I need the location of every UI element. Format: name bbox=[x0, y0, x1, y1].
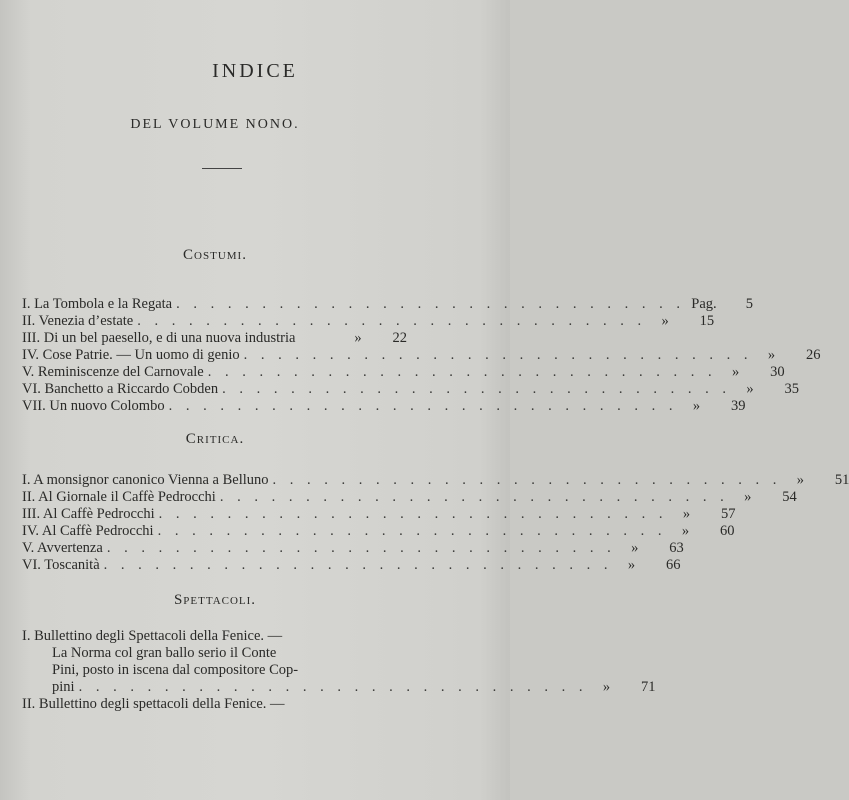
toc-section-spettacoli bbox=[22, 628, 656, 713]
entry-label: III. Di un bel paesello, e di una nuova industria bbox=[22, 330, 296, 346]
entry-label-line: I. Bullettino degli Spettacoli della Fenice. — bbox=[22, 628, 283, 644]
toc-entry bbox=[22, 347, 821, 364]
toc-entry bbox=[22, 557, 681, 574]
toc-section-critica bbox=[22, 472, 849, 574]
entry-ref: » bbox=[746, 381, 754, 397]
toc-entry bbox=[22, 506, 736, 523]
entry-label: VI. Toscanità bbox=[22, 557, 100, 573]
toc-entry bbox=[22, 489, 797, 506]
entry-page: 39 bbox=[730, 398, 746, 414]
entry-page: 63 bbox=[669, 540, 684, 556]
entry-page: 51 bbox=[834, 472, 849, 488]
toc-entry bbox=[22, 398, 746, 415]
toc-entry bbox=[22, 628, 656, 696]
entry-label: I. A monsignor canonico Vienna a Belluno bbox=[22, 472, 269, 488]
toc-entry bbox=[22, 330, 407, 347]
entry-ref: Pag. bbox=[691, 296, 717, 312]
entry-ref: » bbox=[681, 523, 690, 539]
section-title-spettacoli: Spettacoli. bbox=[173, 592, 257, 608]
toc-entry bbox=[22, 540, 684, 557]
dot-leader: . . . . . . . . . . . . . . . . . . . . . . . . . . . . . . bbox=[219, 489, 729, 505]
entry-page: 60 bbox=[719, 523, 735, 539]
entry-page: 66 bbox=[666, 557, 681, 573]
entry-ref: » bbox=[682, 506, 691, 522]
entry-page: 30 bbox=[770, 364, 785, 380]
dot-leader: . . . . . . . . . . . . . . . . . . . . . . . . . . . . . . bbox=[158, 506, 668, 522]
dot-leader: . . . . . . . . . . . . . . . . . . . . . . . . . . . . . . bbox=[176, 296, 685, 312]
entry-label: V. Avvertenza bbox=[22, 540, 103, 556]
section-title-critica: Critica. bbox=[185, 431, 245, 447]
entry-page: 26 bbox=[806, 347, 821, 363]
dot-leader: . . . . . . . . . . . . . . . . . . . . . . . . . . . . . . bbox=[168, 398, 678, 414]
entry-ref: » bbox=[744, 489, 752, 505]
entry-ref: » bbox=[354, 330, 362, 346]
toc-section-costumi bbox=[22, 296, 821, 415]
entry-last-line bbox=[22, 679, 656, 696]
entry-ref: » bbox=[661, 313, 669, 329]
entry-ref: » bbox=[602, 679, 611, 695]
dot-leader: . . . . . . . . . . . . . . . . . . . . . . . . . . . . . . bbox=[106, 540, 616, 556]
entry-ref: » bbox=[767, 347, 776, 363]
entry-page: 71 bbox=[640, 679, 656, 695]
page-subtitle: DEL VOLUME NONO. bbox=[130, 117, 300, 132]
entry-label: VI. Banchetto a Riccardo Cobden bbox=[22, 381, 219, 397]
toc-entry bbox=[22, 313, 715, 330]
entry-ref: » bbox=[631, 540, 639, 556]
entry-label: IV. Al Caffè Pedrocchi bbox=[22, 523, 154, 539]
entry-label: VII. Un nuovo Colombo bbox=[22, 398, 165, 414]
entry-label: III. Al Caffè Pedrocchi bbox=[22, 506, 155, 522]
entry-label: II. Al Giornale il Caffè Pedrocchi bbox=[22, 489, 216, 505]
page-title: INDICE bbox=[212, 60, 298, 82]
divider-rule bbox=[202, 168, 242, 169]
dot-leader: . . . . . . . . . . . . . . . . . . . . . . . . . . . . . . bbox=[207, 364, 717, 380]
entry-label: pini bbox=[52, 679, 75, 695]
entry-ref: » bbox=[731, 364, 740, 380]
entry-page: 54 bbox=[782, 489, 797, 505]
dot-leader: . . . . . . . . . . . . . . . . . . . . . . . . . . . . . . bbox=[103, 557, 613, 573]
entry-page: 35 bbox=[784, 381, 799, 397]
entry-page: 22 bbox=[392, 330, 407, 346]
toc-entry bbox=[22, 364, 785, 381]
toc-entry bbox=[22, 472, 849, 489]
entry-label-line: Pini, posto in iscena dal compositore Cop- bbox=[52, 662, 299, 678]
dot-leader: . . . . . . . . . . . . . . . . . . . . . . . . . . . . . . bbox=[78, 679, 588, 695]
entry-ref: » bbox=[627, 557, 636, 573]
entry-label-line: II. Bullettino degli spettacoli della Fenice. — bbox=[22, 696, 285, 712]
entry-label: IV. Cose Patrie. — Un uomo di genio bbox=[22, 347, 240, 363]
entry-label: II. Venezia d’estate bbox=[22, 313, 134, 329]
toc-entry bbox=[22, 696, 407, 713]
section-title-costumi: Costumi. bbox=[183, 247, 247, 263]
dot-leader: . . . . . . . . . . . . . . . . . . . . . . . . . . . . . . bbox=[157, 523, 667, 539]
dot-leader: . . . . . . . . . . . . . . . . . . . . . . . . . . . . . . bbox=[243, 347, 753, 363]
entry-label: I. La Tombola e la Regata bbox=[22, 296, 173, 312]
dot-leader: . . . . . . . . . . . . . . . . . . . . . . . . . . . . . . bbox=[137, 313, 647, 329]
entry-page: 5 bbox=[745, 296, 753, 312]
toc-entry bbox=[22, 296, 753, 313]
toc-entry bbox=[22, 523, 735, 540]
entry-label: V. Reminiscenze del Carnovale bbox=[22, 364, 204, 380]
dot-leader: . . . . . . . . . . . . . . . . . . . . . . . . . . . . . . bbox=[222, 381, 731, 397]
entry-page: 15 bbox=[699, 313, 715, 329]
dot-leader: . . . . . . . . . . . . . . . . . . . . . . . . . . . . . . bbox=[272, 472, 782, 488]
entry-page: 57 bbox=[720, 506, 736, 522]
entry-label-line: La Norma col gran ballo serio il Conte bbox=[52, 645, 277, 661]
entry-ref: » bbox=[796, 472, 805, 488]
entry-ref: » bbox=[692, 398, 701, 414]
toc-entry bbox=[22, 381, 799, 398]
